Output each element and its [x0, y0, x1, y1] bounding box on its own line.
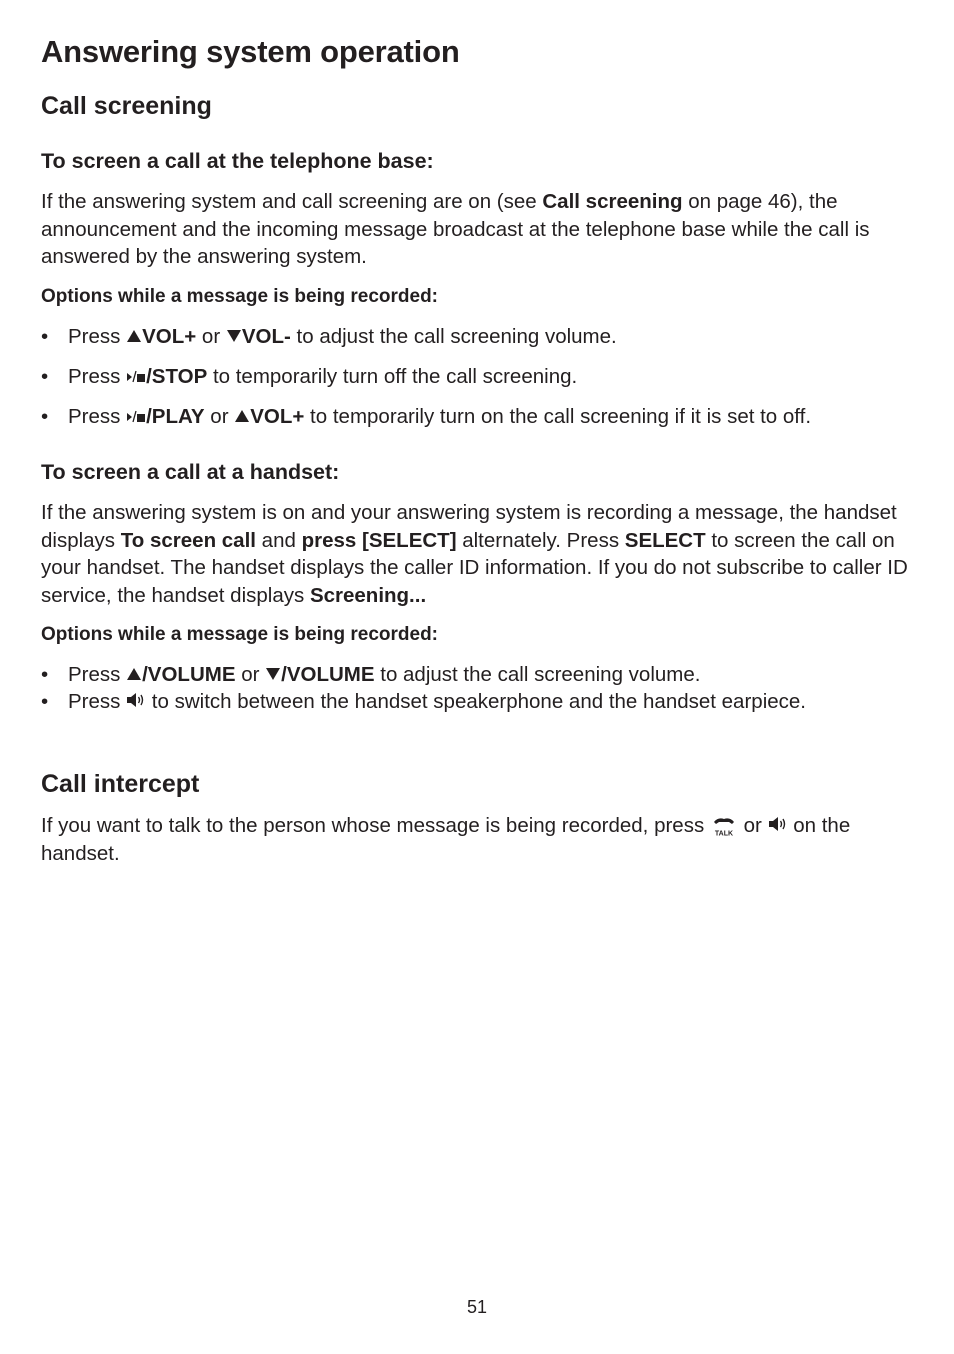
bullet-dot: • [41, 663, 49, 686]
base-intro-paragraph: If the answering system and call screening are on (see Call screening on page 46), the announcement and the incoming message broadcast at the telephone base while the call is answered by the answering system. [41, 190, 870, 268]
call-intercept-paragraph: If you want to talk to the person whose message is being recorded, press TALK or on the handset. [41, 814, 851, 865]
page-number: 51 [466, 1297, 488, 1317]
speaker-icon [768, 816, 788, 832]
talk-icon [710, 815, 738, 837]
svg-text:TALK: TALK [714, 830, 733, 837]
triangle-down-icon [265, 667, 281, 681]
call-screening-heading: Call screening [41, 92, 212, 120]
handset-options-label: Options while a message is being recorded: [41, 624, 438, 645]
bullet-dot: • [41, 405, 49, 428]
play-stop-icon [126, 370, 146, 383]
handset-subheading: To screen a call at a handset: [41, 460, 340, 484]
play-stop-icon [126, 410, 146, 423]
bullet-dot: • [41, 325, 49, 348]
triangle-up-icon [126, 329, 142, 343]
bullet-dot: • [41, 690, 49, 713]
handset-intro-paragraph: If the answering system is on and your answering system is recording a message, the handset displays To screen call and press [SELECT] alternately. Press SELECT to screen the call on your handset. The handset displays the caller ID information. If you do not subscribe to caller ID service, the handset displays Screening... [41, 501, 908, 607]
base-subheading: To screen a call at the telephone base: [41, 149, 434, 173]
bullet-dot: • [41, 365, 49, 388]
page-title: Answering system operation [41, 34, 460, 69]
speaker-icon [126, 692, 146, 708]
call-intercept-heading: Call intercept [41, 770, 200, 798]
base-options-label: Options while a message is being recorded: [41, 286, 438, 307]
triangle-down-icon [226, 329, 242, 343]
triangle-up-icon [234, 409, 250, 423]
manual-page: Answering system operation Call screening To screen a call at the telephone base: If the answering system and call screening are on (see Call screening on page 46), the announcement and the incoming message broadcast at the telephone base while the call is answered by the answering system. Options while a message is being recorded: • Press VOL+ or VOL- to adjust the call screening volume. • Press /STOP to temporarily turn off the call screening. • Press /PLAY or VOL+ to temporarily turn on the call screening if it is set to off. To screen a call at a handset: If the answering system is on and your answering system is recording a message, the handset displays To screen call and press [SELECT] alternately. Press SELECT to screen the call on your handset. The handset displays the caller ID information. If you do not subscribe to caller ID service, the handset displays Screening... Options while a message is being recorded: • Press /VOLUME or /VOLUME to adjust the call screening volume. • Press to switch between the handset speakerphone and the handset earpiece. Call intercept If you want to talk to the person whose message is being recorded, press TALK or on the handset. 51 [0, 0, 954, 1354]
triangle-up-icon [126, 667, 142, 681]
